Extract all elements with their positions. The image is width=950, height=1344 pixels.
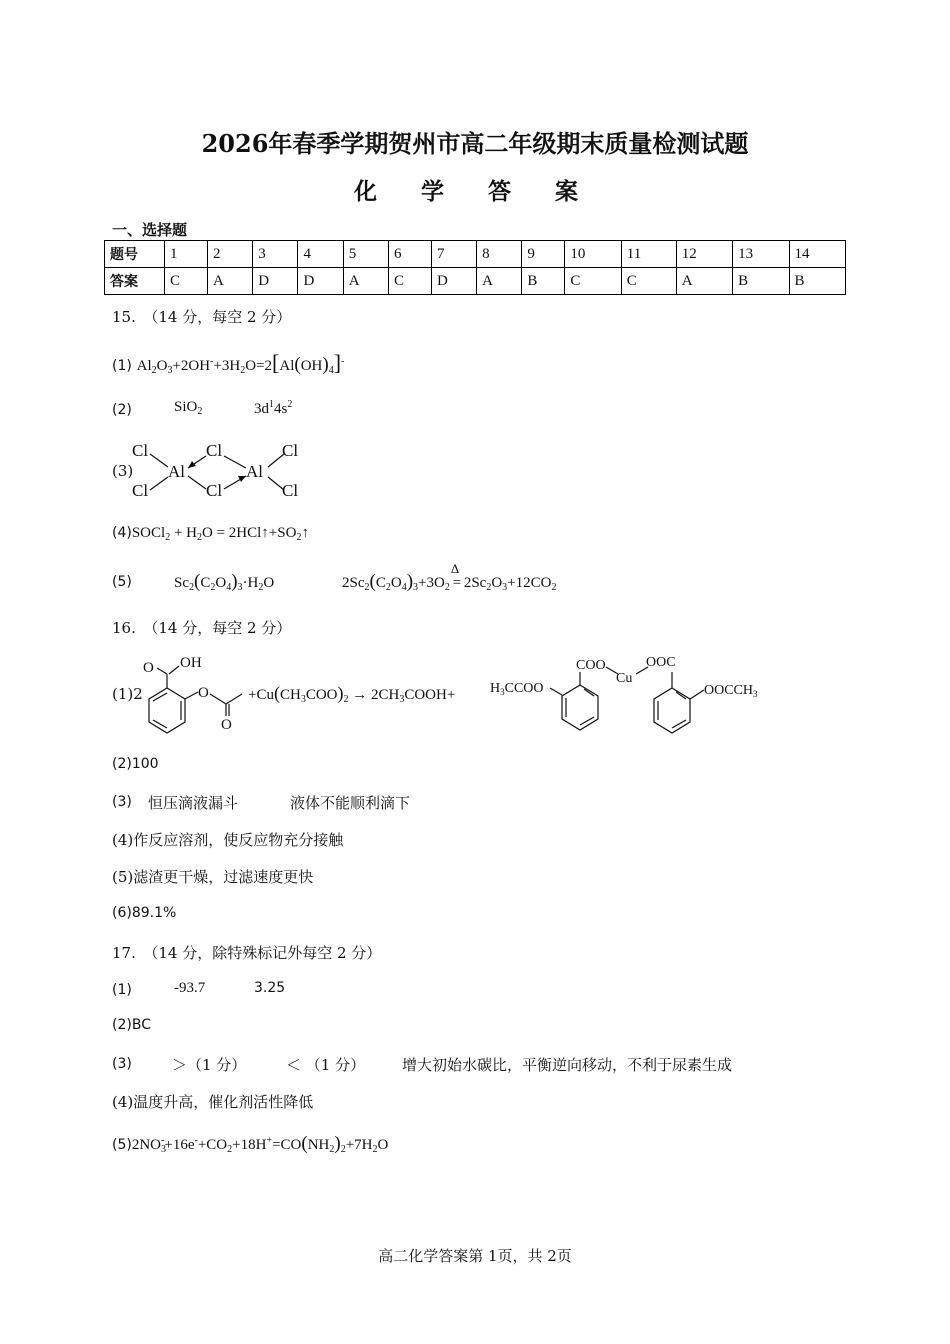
svg-text:OOC: OOC: [646, 655, 676, 670]
q15-p1-equation: $Al_2O_3+2OH^-+3H_2O=2[Al(OH)_4]^-$: [136, 350, 345, 376]
q15-part1: [112, 350, 344, 376]
table-cell: B: [789, 268, 846, 295]
table-cell: 6: [388, 241, 431, 268]
table-cell: B: [733, 268, 789, 295]
q17-p3-answer-b: ＜ （1 分）: [286, 1056, 366, 1074]
q15-heading: 15. （14 分，每空 2 分）: [112, 308, 292, 326]
table-cell: A: [477, 268, 522, 295]
svg-text:Cl: Cl: [132, 441, 149, 460]
q16-p1-label: (1)2: [112, 685, 143, 703]
q15-p5-answer-b: $2Sc_2(C_2O_4)_3+3O_2$ Δ = $2Sc_2O_3+12CO_2$: [342, 561, 557, 593]
al2cl6-structure-diagram: [128, 436, 318, 506]
page-subtitle: 化 学 答 案: [353, 178, 597, 205]
table-cell: 13: [733, 241, 789, 268]
table-cell: D: [298, 268, 343, 295]
table-cell: D: [253, 268, 298, 295]
table-cell: A: [343, 268, 388, 295]
q17-part2: (2)BC: [112, 1017, 151, 1033]
svg-text:Al: Al: [246, 462, 263, 481]
q17-p1-answer-a: -93.7: [174, 980, 206, 996]
q17-p1-label: (1): [112, 982, 132, 998]
svg-text:+Cu(CH3COO)2 → 2CH3COOH+: $+Cu(CH_3COO)_2$ → $2CH_3COOH+$: [248, 683, 456, 705]
q17-heading: 17. （14 分，除特殊标记外每空 2 分）: [112, 944, 382, 962]
table-cell: C: [388, 268, 431, 295]
q16-p1-reaction-diagram: [130, 650, 780, 740]
table-cell: A: [676, 268, 732, 295]
q16-p3-answer-a: 恒压滴液漏斗: [148, 794, 239, 812]
table-cell: 11: [621, 241, 676, 268]
table-header-label: 题号: [105, 241, 165, 268]
page-footer: 高二化学答案第 1页，共 2页: [378, 1247, 572, 1265]
table-cell: 1: [165, 241, 208, 268]
table-row-numbers: [105, 241, 846, 268]
q15-p2-answer-a: SiO$_2$: [174, 399, 203, 417]
table-cell: C: [565, 268, 621, 295]
q16-part2: (2)100: [112, 756, 159, 772]
svg-text:O: O: [143, 660, 154, 676]
svg-text:Cl: Cl: [206, 441, 223, 460]
page-title: 2026年春季学期贺州市高二年级期末质量检测试题: [201, 129, 749, 158]
q17-p3-answer-a: ＞（1 分）: [172, 1056, 247, 1074]
q17-p5-label: (5): [112, 1137, 132, 1153]
q17-p1-answer-b: 3.25: [254, 980, 286, 996]
q17-part5: [112, 1133, 388, 1155]
table-answer-label: 答案: [105, 268, 165, 295]
q15-part2: [112, 399, 293, 418]
q17-p5-equation: $2NO_3^-+16e^-+CO_2+18H^+=CO(NH_2)_2+7H_2O$: [131, 1133, 389, 1155]
svg-text:O: O: [198, 685, 209, 701]
table-cell: 9: [522, 241, 565, 268]
q16-p3-answer-b: 液体不能顺利滴下: [290, 794, 411, 812]
svg-text:O: O: [221, 717, 232, 733]
table-cell: B: [522, 268, 565, 295]
q15-part3-label: (3): [112, 462, 134, 480]
svg-text:Cu: Cu: [616, 671, 633, 686]
svg-text:COO: COO: [576, 658, 606, 673]
table-cell: 2: [208, 241, 253, 268]
q15-p1-label: (1): [112, 358, 132, 374]
table-cell: 7: [431, 241, 476, 268]
table-cell: A: [208, 268, 253, 295]
section-heading: 一、选择题: [112, 221, 188, 239]
q15-p4-equation: SOCl$_2$ + $H_2O$ = $2HCl↑+SO_2↑$: [131, 525, 309, 543]
q16-part3: [112, 792, 411, 812]
q17-part4: (4)温度升高，催化剂活性降低: [112, 1093, 314, 1111]
q17-p3-label: (3): [112, 1056, 132, 1072]
table-cell: C: [165, 268, 208, 295]
q17-p3-answer-c: 增大初始水碳比，平衡逆向移动，不利于尿素生成: [402, 1056, 733, 1074]
q15-p2-answer-b: $3d^14s^2$: [254, 399, 293, 417]
answer-table: [104, 240, 846, 295]
q17-part3: [112, 1054, 733, 1074]
q17-part1: [112, 980, 286, 998]
table-cell: 4: [298, 241, 343, 268]
table-row-answers: [105, 268, 846, 295]
q16-part4: (4)作反应溶剂，使反应物充分接触: [112, 831, 344, 849]
table-cell: 5: [343, 241, 388, 268]
q15-part5: [112, 561, 557, 593]
table-cell: 12: [676, 241, 732, 268]
q16-heading: 16. （14 分，每空 2 分）: [112, 619, 292, 637]
svg-text:OOCCH3: $OOCCH_3$: [704, 683, 758, 699]
q16-part5: (5)滤渣更干燥，过滤速度更快: [112, 868, 314, 886]
svg-text:Cl: Cl: [132, 481, 149, 500]
table-cell: 8: [477, 241, 522, 268]
svg-text:Al: Al: [168, 462, 185, 481]
table-cell: 3: [253, 241, 298, 268]
q15-p5-answer-a: $Sc_2(C_2O_4)_3\cdot H_2O$: [174, 571, 275, 593]
q15-p5-label: (5): [112, 574, 132, 590]
table-cell: D: [431, 268, 476, 295]
table-cell: 14: [789, 241, 846, 268]
table-cell: C: [621, 268, 676, 295]
q15-p4-label: (4): [112, 525, 132, 541]
svg-text:Cl: Cl: [282, 441, 299, 460]
svg-text:Cl: Cl: [282, 481, 299, 500]
q16-p3-label: (3): [112, 794, 132, 810]
table-cell: 10: [565, 241, 621, 268]
q15-p2-label: (2): [112, 402, 132, 418]
svg-text:H3CCOO: $H_3CCOO$: [490, 681, 544, 697]
q16-part6: (6)89.1%: [112, 905, 177, 921]
svg-text:Cl: Cl: [206, 481, 223, 500]
q15-part4: [112, 523, 309, 543]
svg-text:OH: OH: [180, 655, 202, 671]
